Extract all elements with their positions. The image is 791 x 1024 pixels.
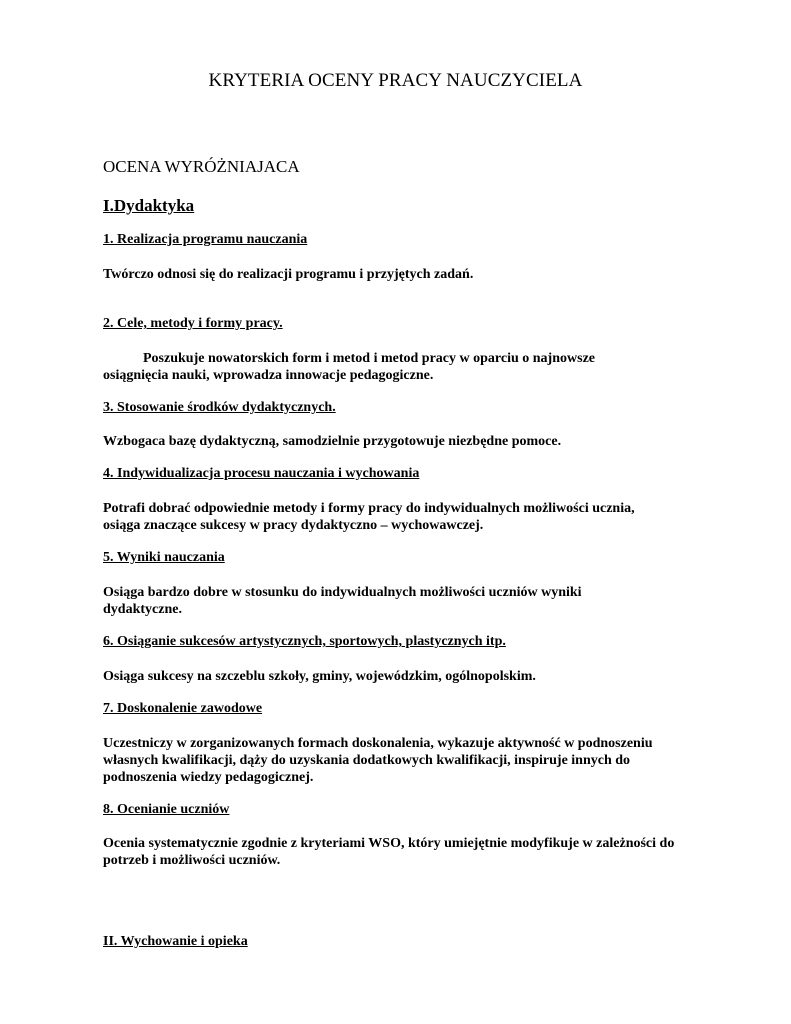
item-text-5: Osiąga bardzo dobre w stosunku do indywidualnych możliwości uczniów wyniki dydaktyczne. xyxy=(103,585,582,617)
section-heading-wychowanie: II. Wychowanie i opieka xyxy=(103,934,248,949)
item-heading-5: 5. Wyniki nauczania xyxy=(103,550,225,565)
item-heading-3: 3. Stosowanie środków dydaktycznych. xyxy=(103,400,336,415)
item-text-4: Potrafi dobrać odpowiednie metody i formy pracy do indywidualnych możliwości ucznia, osiąga znaczące sukcesy w pracy dydaktyczno – wychowawczej. xyxy=(103,501,635,533)
item-heading-6: 6. Osiąganie sukcesów artystycznych, sportowych, plastycznych itp. xyxy=(103,634,506,649)
section-heading-dydaktyka: I.Dydaktyka xyxy=(103,196,195,215)
item-text-2: Poszukuje nowatorskich form i metod i metod pracy w oparciu o najnowsze osiągnięcia nauki, wprowadza innowacje pedagogiczne. xyxy=(103,351,595,383)
item-heading-7: 7. Doskonalenie zawodowe xyxy=(103,701,263,716)
item-heading-4: 4. Indywidualizacja procesu nauczania i wychowania xyxy=(103,466,420,481)
item-heading-2: 2. Cele, metody i formy pracy. xyxy=(103,316,283,331)
item-text-7: Uczestniczy w zorganizowanych formach doskonalenia, wykazuje aktywność w podnoszeniu własnych kwalifikacji, dąży do uzyskania dodatkowych kwalifikacji, inspiruje innych do podnoszenia wiedzy pedagogicznej. xyxy=(103,736,653,785)
item-heading-8: 8. Ocenianie uczniów xyxy=(103,802,230,817)
item-heading-1: 1. Realizacja programu nauczania xyxy=(103,232,308,247)
item-text-8: Ocenia systematycznie zgodnie z kryteriami WSO, który umiejętnie modyfikuje w zależności do potrzeb i możliwości uczniów. xyxy=(103,836,675,868)
item-text-1: Twórczo odnosi się do realizacji programu i przyjętych zadań. xyxy=(103,267,474,282)
item-text-6: Osiąga sukcesy na szczeblu szkoły, gminy, wojewódzkim, ogólnopolskim. xyxy=(103,669,536,684)
grade-heading: OCENA WYRÓŻNIAJACA xyxy=(103,157,300,176)
item-text-3: Wzbogaca bazę dydaktyczną, samodzielnie przygotowuje niezbędne pomoce. xyxy=(103,434,562,449)
document-title: KRYTERIA OCENY PRACY NAUCZYCIELA xyxy=(208,70,583,91)
